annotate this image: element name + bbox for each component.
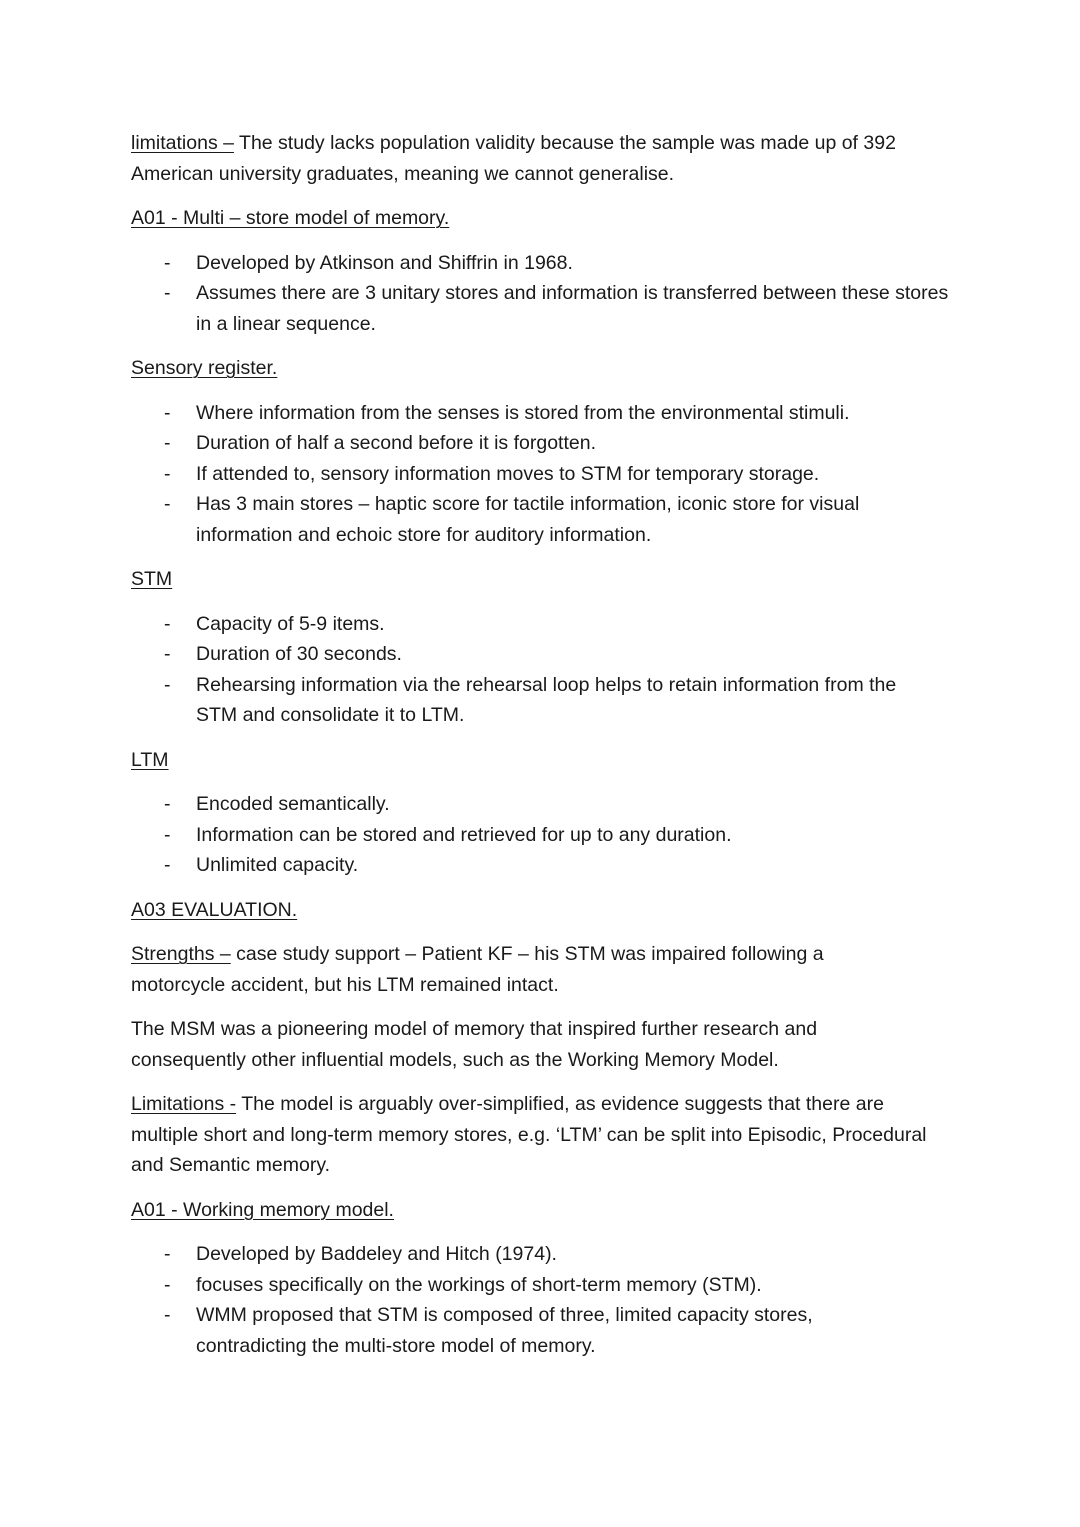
list-item: - Rehearsing information via the rehearsal loop helps to retain information from the STM and consolidate it to LTM. [196, 670, 931, 731]
limitations-evaluation-paragraph [131, 1089, 951, 1181]
list-item: - Assumes there are 3 unitary stores and information is transferred between these stores in a linear sequence. [196, 278, 961, 339]
strengths-text: case study support – Patient KF – his STM was impaired following a motorcycle accident, but his LTM remained intact. [131, 943, 824, 996]
list-item: - Capacity of 5-9 items. [196, 609, 931, 640]
list-item: - Duration of half a second before it is forgotten. [196, 428, 931, 459]
a03-evaluation-heading: A03 EVALUATION. [131, 898, 298, 921]
stm-heading: STM [131, 568, 173, 590]
strengths-paragraph [131, 939, 871, 1000]
wmm-list [131, 1239, 891, 1361]
wmm-heading: A01 - Working memory model. [131, 1198, 394, 1221]
list-item: - Developed by Atkinson and Shiffrin in 1968. [196, 248, 961, 279]
list-item: - Unlimited capacity. [196, 850, 931, 881]
list-item: - Duration of 30 seconds. [196, 639, 931, 670]
sensory-list [131, 398, 931, 551]
limitations-label: limitations – [131, 132, 234, 154]
msm-heading: A01 - Multi – store model of memory. [131, 207, 450, 229]
document-page [131, 128, 961, 1375]
stm-list [131, 609, 931, 731]
list-item: - Developed by Baddeley and Hitch (1974). [196, 1239, 891, 1270]
msm-evaluation-paragraph: The MSM was a pioneering model of memory that inspired further research and consequently other influential models, such as the Working Memory Model. [131, 1018, 818, 1071]
list-item: - WMM proposed that STM is composed of three, limited capacity stores, contradicting the multi-store model of memory. [196, 1300, 891, 1361]
limitations-paragraph [131, 128, 931, 189]
ltm-list [131, 789, 931, 881]
limitations-text: The study lacks population validity because the sample was made up of 392 American university graduates, meaning we cannot generalise. [131, 132, 896, 185]
limitations-eval-text: The model is arguably over-simplified, as evidence suggests that there are multiple short and long-term memory stores, e.g. ‘LTM’ can be split into Episodic, Procedural and Semantic memory. [131, 1093, 927, 1176]
ltm-heading: LTM [131, 748, 169, 771]
list-item: - Where information from the senses is stored from the environmental stimuli. [196, 398, 931, 429]
list-item: - If attended to, sensory information moves to STM for temporary storage. [196, 459, 931, 490]
list-item: - Information can be stored and retrieved for up to any duration. [196, 820, 931, 851]
sensory-register-heading: Sensory register. [131, 357, 278, 379]
limitations-eval-label: Limitations - [131, 1093, 237, 1115]
list-item: - focuses specifically on the workings of short-term memory (STM). [196, 1270, 891, 1301]
msm-list [131, 248, 961, 340]
list-item: - Encoded semantically. [196, 789, 931, 820]
strengths-label: Strengths – [131, 943, 231, 965]
list-item: - Has 3 main stores – haptic score for tactile information, iconic store for visual information and echoic store for auditory information. [196, 489, 931, 550]
